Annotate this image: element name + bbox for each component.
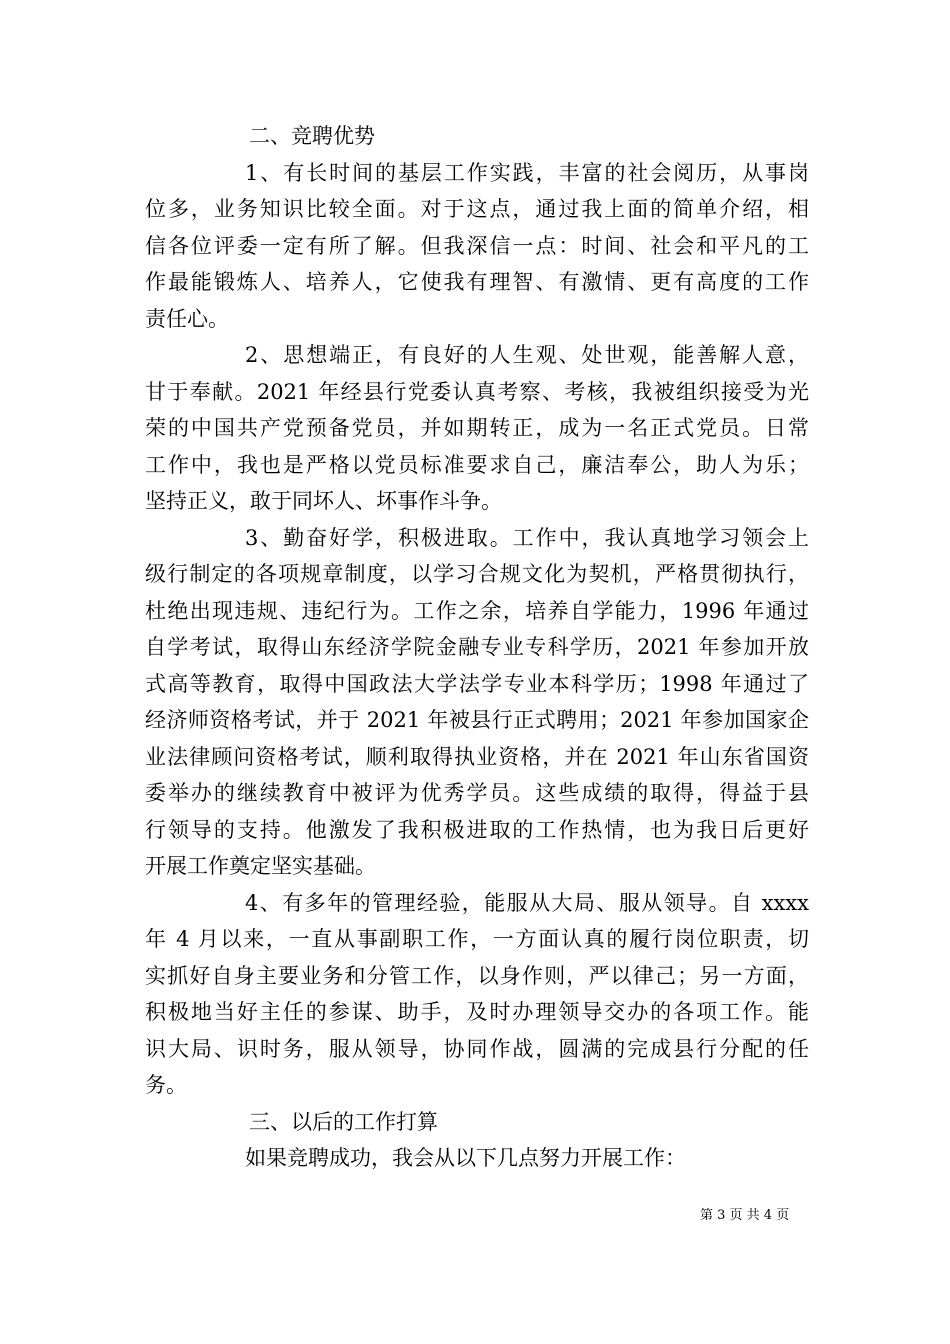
text-line: 委举办的继续教育中被评为优秀学员。这些成绩的取得，得益于县 [145, 781, 809, 805]
section-heading: 二、竞聘优势 [249, 124, 375, 148]
text-line: 自学考试，取得山东经济学院金融专业专科学历，2021 年参加开放 [145, 635, 809, 659]
text-line: 级行制定的各项规章制度，以学习合规文化为契机，严格贯彻执行， [145, 562, 809, 586]
text-line: 作最能锻炼人、培养人，它使我有理智、有激情、更有高度的工作 [145, 270, 809, 294]
text-line: 行领导的支持。他激发了我积极进取的工作热情，也为我日后更好 [145, 817, 809, 842]
text-line: 年 4 月以来，一直从事副职工作，一方面认真的履行岗位职责，切 [145, 927, 809, 951]
text-line: 坚持正义，敢于同坏人、坏事作斗争。 [145, 489, 502, 513]
text-line: 信各位评委一定有所了解。但我深信一点：时间、社会和平凡的工 [145, 233, 809, 258]
text-line: 开展工作奠定坚实基础。 [145, 854, 376, 878]
text-line: 实抓好自身主要业务和分管工作，以身作则，严以律己；另一方面， [145, 963, 809, 988]
text-line: 2、思想端正，有良好的人生观、处世观，能善解人意， [245, 343, 809, 367]
text-line: 识大局、识时务，服从领导，协同作战，圆满的完成县行分配的任 [145, 1036, 809, 1061]
text-line: 责任心。 [145, 306, 229, 331]
page-number: 第 3 页 共 4 页 [700, 1208, 790, 1223]
text-line: 务。 [145, 1073, 187, 1097]
text-line: 式高等教育，取得中国政法大学法学专业本科学历；1998 年通过了 [145, 671, 809, 696]
text-line: 1、有长时间的基层工作实践，丰富的社会阅历，从事岗 [245, 160, 809, 185]
text-line: 甘于奉献。2021 年经县行党委认真考察、考核，我被组织接受为光 [145, 379, 809, 404]
text-line: 业法律顾问资格考试，顺利取得执业资格，并在 2021 年山东省国资 [145, 744, 809, 769]
text-line: 位多，业务知识比较全面。对于这点，通过我上面的简单介绍，相 [145, 197, 809, 221]
document-body [145, 118, 809, 1177]
text-line: 荣的中国共产党预备党员，并如期转正，成为一名正式党员。日常 [145, 416, 809, 440]
text-line: 工作中，我也是严格以党员标准要求自己，廉洁奉公，助人为乐； [145, 452, 809, 477]
text-line: 经济师资格考试，并于 2021 年被县行正式聘用；2021 年参加国家企 [145, 708, 809, 732]
section-heading: 三、以后的工作打算 [249, 1109, 438, 1134]
text-line: 4、有多年的管理经验，能服从大局、服从领导。自 xxxx [245, 890, 809, 915]
text-line: 杜绝出现违规、违纪行为。工作之余，培养自学能力，1996 年通过 [145, 598, 809, 623]
text-line: 如果竞聘成功，我会从以下几点努力开展工作： [245, 1146, 686, 1170]
text-line: 3、勤奋好学，积极进取。工作中，我认真地学习领会上 [245, 525, 809, 550]
text-line: 积极地当好主任的参谋、助手，及时办理领导交办的各项工作。能 [145, 1000, 809, 1024]
